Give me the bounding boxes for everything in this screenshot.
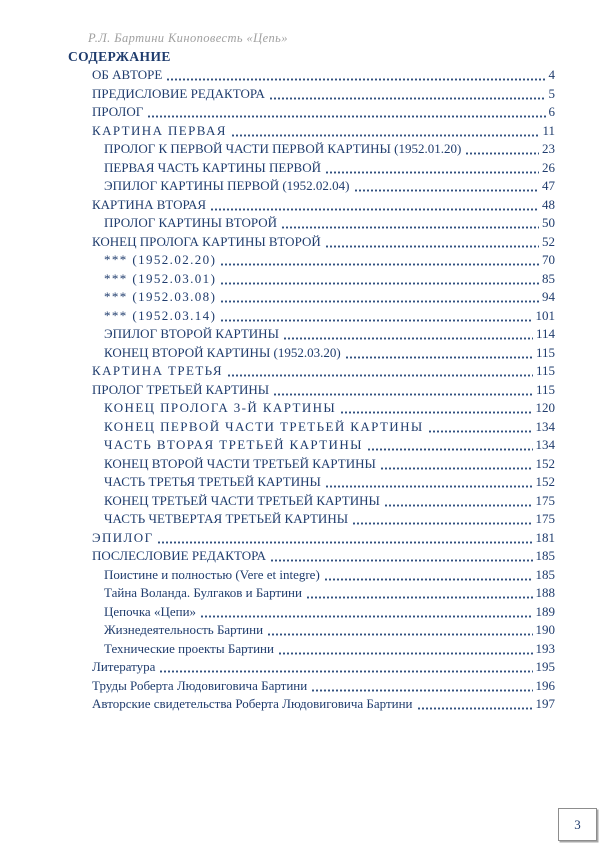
toc-entry-label: ЧАСТЬ ТРЕТЬЯ ТРЕТЬЕЙ КАРТИНЫ [104, 474, 321, 489]
toc-entry-label: ЧАСТЬ ЧЕТВЕРТАЯ ТРЕТЬЕЙ КАРТИНЫ [104, 511, 349, 526]
toc-entry-page: 101 [535, 307, 555, 323]
toc-entry-page: 195 [535, 659, 555, 674]
toc-entry-label: ЧАСТЬ ВТОРАЯ ТРЕТЬЕЙ КАРТИНЫ [104, 437, 363, 452]
toc-entry-label: ПРОЛОГ [92, 104, 144, 119]
toc-entry-label: Литература [92, 659, 156, 674]
toc-entry[interactable] [68, 436, 555, 455]
toc-entry-label: ОБ АВТОРЕ [92, 67, 163, 82]
toc-entry-label: ПОСЛЕСЛОВИЕ РЕДАКТОРА [92, 548, 267, 563]
dot-leader [221, 282, 539, 285]
dot-leader [279, 652, 533, 655]
toc-entry-label: Цепочка «Цепи» [104, 603, 197, 619]
toc-entry-label: КОНЕЦ ПРОЛОГА 3-Й КАРТИНЫ [104, 400, 337, 415]
toc-entry-label: КОНЕЦ ТРЕТЬЕЙ ЧАСТИ ТРЕТЬЕЙ КАРТИНЫ [104, 492, 380, 508]
toc-entry[interactable] [68, 66, 555, 85]
toc-entry[interactable] [68, 399, 555, 418]
dot-leader [418, 707, 533, 710]
page-title: СОДЕРЖАНИЕ [68, 49, 171, 64]
toc-entry[interactable] [68, 640, 555, 659]
dot-leader [326, 171, 539, 174]
dot-leader [270, 97, 546, 100]
toc-entry[interactable] [68, 122, 555, 141]
dot-leader [167, 78, 545, 81]
dot-leader [466, 152, 539, 155]
dot-leader [381, 467, 533, 470]
toc-entry-page: 6 [548, 104, 555, 119]
dot-leader [346, 356, 533, 359]
dot-leader [312, 689, 532, 692]
toc-entry[interactable] [68, 307, 555, 326]
dot-leader [355, 189, 540, 192]
toc-entry-label: ЭПИЛОГ [92, 529, 154, 545]
dot-leader [160, 670, 532, 673]
toc-entry-page: 5 [548, 85, 555, 101]
dot-leader [307, 596, 533, 599]
toc-entry-page: 190 [535, 622, 555, 637]
toc-entry[interactable] [68, 270, 555, 289]
toc-entry-page: 70 [542, 252, 555, 267]
toc-entry-page: 94 [542, 289, 555, 304]
dot-leader [268, 633, 532, 636]
toc-entry[interactable] [68, 510, 555, 529]
dot-leader [326, 245, 539, 248]
toc-entry-label: *** (1952.03.08) [104, 289, 217, 304]
dot-leader [221, 300, 539, 303]
toc-entry[interactable] [68, 177, 555, 196]
toc-entry-page: 188 [535, 585, 555, 600]
toc-entry[interactable] [68, 695, 555, 714]
dot-leader [326, 485, 533, 488]
toc-entry[interactable] [68, 658, 555, 677]
page-number: 3 [574, 816, 581, 832]
toc-entry-label: Тайна Воланда. Булгаков и Бартини [104, 585, 302, 600]
dot-leader [274, 393, 533, 396]
page-number-box [558, 808, 597, 841]
dot-leader [353, 522, 532, 525]
toc-entry-page: 134 [535, 437, 555, 452]
toc-entry-page: 47 [542, 178, 555, 193]
toc-entry-page: 4 [548, 67, 555, 82]
toc-entry[interactable] [68, 492, 555, 511]
toc-entry[interactable] [68, 214, 555, 233]
toc-entry-page: 189 [535, 603, 555, 619]
toc-entry[interactable] [68, 547, 555, 566]
running-header: Р.Л. Бартини Киноповесть «Цепь» [88, 31, 288, 45]
toc-entry[interactable] [68, 529, 555, 548]
dot-leader [228, 374, 533, 377]
toc-entry-label: КОНЕЦ ВТОРОЙ ЧАСТИ ТРЕТЬЕЙ КАРТИНЫ [104, 455, 376, 471]
toc-entry[interactable] [68, 584, 555, 603]
toc-entry-page: 52 [542, 233, 555, 249]
toc-list [68, 66, 555, 714]
toc-entry[interactable] [68, 418, 555, 437]
toc-entry-label: ПРОЛОГ К ПЕРВОЙ ЧАСТИ ПЕРВОЙ КАРТИНЫ (1952.01.20) [104, 141, 462, 156]
toc-entry-page: 120 [535, 400, 555, 415]
toc-entry-page: 175 [535, 511, 555, 526]
dot-leader [221, 319, 532, 322]
dot-leader [385, 504, 533, 507]
toc-entry-page: 11 [542, 122, 555, 138]
dot-leader [148, 115, 545, 118]
toc-entry[interactable] [68, 325, 555, 344]
toc-entry[interactable] [68, 103, 555, 122]
dot-leader [284, 337, 533, 340]
toc-entry-label: Технические проекты Бартини [104, 640, 274, 656]
toc-entry[interactable] [68, 362, 555, 381]
dot-leader [221, 263, 539, 266]
toc-entry[interactable] [68, 159, 555, 178]
toc-entry-page: 193 [535, 640, 555, 656]
toc-entry-page: 197 [535, 696, 555, 711]
toc-entry[interactable] [68, 381, 555, 400]
toc-entry-label: КАРТИНА ВТОРАЯ [92, 196, 207, 212]
toc-entry-label: *** (1952.03.01) [104, 270, 217, 286]
toc-entry[interactable] [68, 140, 555, 159]
toc-entry-page: 85 [542, 270, 555, 286]
toc-entry[interactable] [68, 621, 555, 640]
toc-entry-label: ПРОЛОГ КАРТИНЫ ВТОРОЙ [104, 215, 278, 230]
toc-entry-page: 134 [535, 418, 555, 434]
toc-entry-page: 152 [535, 455, 555, 471]
toc-entry[interactable] [68, 566, 555, 585]
dot-leader [282, 226, 539, 229]
toc-entry-page: 175 [535, 492, 555, 508]
toc-entry-label: ПРЕДИСЛОВИЕ РЕДАКТОРА [92, 85, 265, 101]
toc-entry-page: 48 [542, 196, 555, 212]
toc-entry[interactable] [68, 455, 555, 474]
toc-entry[interactable] [68, 288, 555, 307]
toc-entry-page: 114 [535, 326, 555, 341]
dot-leader [429, 430, 533, 433]
toc-entry-label: Поистине и полностью (Vere et integre) [104, 566, 320, 582]
toc-entry-label: КОНЕЦ ВТОРОЙ КАРТИНЫ (1952.03.20) [104, 344, 341, 360]
toc-entry[interactable] [68, 196, 555, 215]
toc-entry-page: 23 [542, 141, 555, 156]
toc-entry-page: 115 [535, 363, 555, 378]
toc-entry[interactable] [68, 85, 555, 104]
toc-entry-label: КАРТИНА ТРЕТЬЯ [92, 363, 223, 378]
toc-entry[interactable] [68, 233, 555, 252]
dot-leader [368, 448, 533, 451]
dot-leader [341, 411, 532, 414]
toc-entry-label: ЭПИЛОГ ВТОРОЙ КАРТИНЫ [104, 326, 279, 341]
dot-leader [271, 559, 532, 562]
toc-entry-page: 196 [535, 677, 555, 693]
toc-entry-label: КОНЕЦ ПЕРВОЙ ЧАСТИ ТРЕТЬЕЙ КАРТИНЫ [104, 418, 424, 434]
toc-entry-label: *** (1952.02.20) [104, 252, 217, 267]
toc-entry-label: Жизнедеятельность Бартини [104, 622, 264, 637]
toc-entry-label: Авторские свидетельства Роберта Людовиговича Бартини [92, 696, 413, 711]
dot-leader [158, 541, 532, 544]
toc-entry[interactable] [68, 473, 555, 492]
toc-entry-page: 185 [535, 548, 555, 563]
dot-leader [201, 615, 532, 618]
toc-entry-label: ЭПИЛОГ КАРТИНЫ ПЕРВОЙ (1952.02.04) [104, 178, 350, 193]
dot-leader [211, 208, 539, 211]
toc-entry[interactable] [68, 251, 555, 270]
toc-entry-page: 115 [535, 381, 555, 397]
toc-entry-label: Труды Роберта Людовиговича Бартини [92, 677, 308, 693]
toc-entry-label: КОНЕЦ ПРОЛОГА КАРТИНЫ ВТОРОЙ [92, 233, 321, 249]
toc-entry-label: ПЕРВАЯ ЧАСТЬ КАРТИНЫ ПЕРВОЙ [104, 159, 321, 175]
toc-entry-label: *** (1952.03.14) [104, 307, 217, 323]
toc-entry-label: КАРТИНА ПЕРВАЯ [92, 122, 227, 138]
toc-entry-page: 152 [535, 474, 555, 489]
toc-entry-page: 185 [535, 566, 555, 582]
toc-entry-page: 181 [535, 529, 555, 545]
dot-leader [232, 134, 540, 137]
toc-entry-page: 26 [542, 159, 555, 175]
dot-leader [325, 578, 533, 581]
toc-entry-label: ПРОЛОГ ТРЕТЬЕЙ КАРТИНЫ [92, 381, 270, 397]
toc-entry-page: 115 [535, 344, 555, 360]
toc-entry-page: 50 [542, 215, 555, 230]
toc-entry[interactable] [68, 344, 555, 363]
toc-entry[interactable] [68, 603, 555, 622]
toc-entry[interactable] [68, 677, 555, 696]
